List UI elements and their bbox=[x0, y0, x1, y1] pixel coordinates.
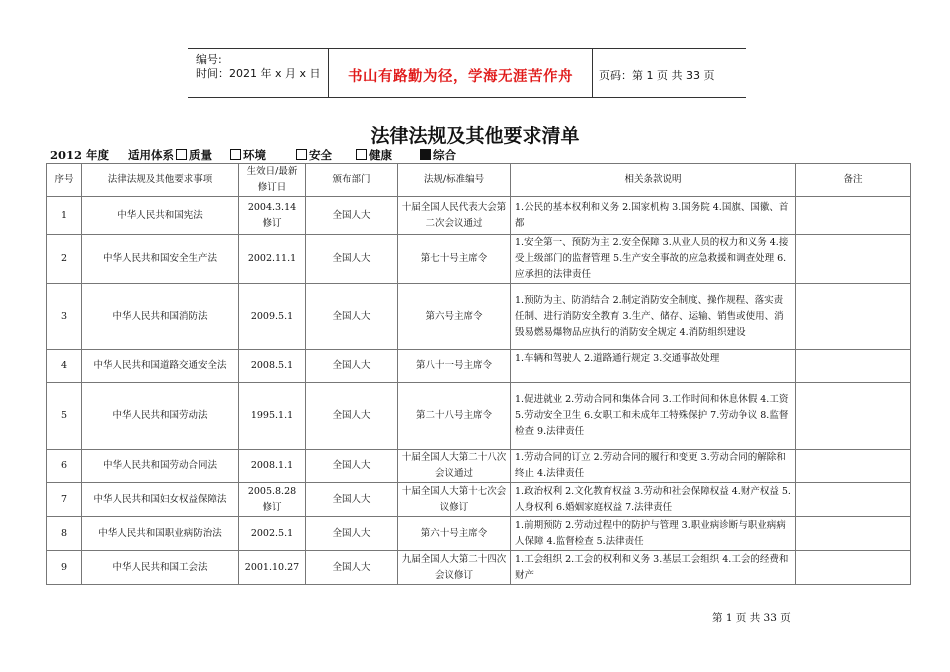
table-row bbox=[47, 450, 911, 483]
column-header: 序号 bbox=[47, 164, 82, 197]
regulation-name: 中华人民共和国工会法 bbox=[82, 551, 239, 585]
regulation-code: 第七十号主席令 bbox=[398, 235, 511, 284]
table-header-row bbox=[47, 164, 911, 197]
regulations-table bbox=[46, 163, 911, 585]
checkbox-icon bbox=[230, 149, 241, 160]
document-time-label: 时间：2021 年 x 月 x 日 bbox=[196, 67, 321, 80]
clause-description: 1.前期预防 2.劳动过程中的防护与管理 3.职业病诊断与职业病病人保障 4.监督检查 5.法律责任 bbox=[511, 517, 796, 551]
remarks bbox=[796, 350, 911, 383]
column-header: 生效日/最新修订日 bbox=[239, 164, 306, 197]
column-header: 法规/标准编号 bbox=[398, 164, 511, 197]
row-number: 7 bbox=[47, 483, 82, 517]
row-number: 6 bbox=[47, 450, 82, 483]
clause-description: 1.劳动合同的订立 2.劳动合同的履行和变更 3.劳动合同的解除和终止 4.法律责任 bbox=[511, 450, 796, 483]
column-header: 法律法规及其他要求事项 bbox=[82, 164, 239, 197]
regulation-code: 第六十号主席令 bbox=[398, 517, 511, 551]
effective-date: 2002.5.1 bbox=[239, 517, 306, 551]
checkbox-checked-icon bbox=[420, 149, 431, 160]
page-number-label: 页码：第 1 页 共 33 页 bbox=[599, 69, 715, 82]
row-number: 2 bbox=[47, 235, 82, 284]
checkbox-icon bbox=[296, 149, 307, 160]
effective-date: 2004.3.14 修订 bbox=[239, 197, 306, 235]
column-header: 相关条款说明 bbox=[511, 164, 796, 197]
table-row bbox=[47, 383, 911, 450]
issuing-department: 全国人大 bbox=[306, 483, 398, 517]
option-environment: 环境 bbox=[230, 147, 266, 163]
row-number: 8 bbox=[47, 517, 82, 551]
effective-date: 2002.11.1 bbox=[239, 235, 306, 284]
option-integrated: 综合 bbox=[420, 147, 456, 163]
header-motto-cell bbox=[329, 49, 593, 97]
remarks bbox=[796, 551, 911, 585]
year-label: 2012 年度 bbox=[50, 148, 110, 162]
issuing-department: 全国人大 bbox=[306, 235, 398, 284]
document-header bbox=[188, 48, 746, 98]
regulation-name: 中华人民共和国劳动法 bbox=[82, 383, 239, 450]
table-row bbox=[47, 235, 911, 284]
effective-date: 2008.1.1 bbox=[239, 450, 306, 483]
effective-date: 2008.5.1 bbox=[239, 350, 306, 383]
system-label: 适用体系 bbox=[128, 148, 174, 162]
row-number: 4 bbox=[47, 350, 82, 383]
effective-date: 2005.8.28 修订 bbox=[239, 483, 306, 517]
clause-description: 1.政治权利 2.文化教育权益 3.劳动和社会保障权益 4.财产权益 5.人身权利 6.婚姻家庭权益 7.法律责任 bbox=[511, 483, 796, 517]
row-number: 9 bbox=[47, 551, 82, 585]
regulation-code: 第二十八号主席令 bbox=[398, 383, 511, 450]
effective-date: 2001.10.27 bbox=[239, 551, 306, 585]
regulation-name: 中华人民共和国职业病防治法 bbox=[82, 517, 239, 551]
option-safety: 安全 bbox=[296, 147, 332, 163]
remarks bbox=[796, 450, 911, 483]
issuing-department: 全国人大 bbox=[306, 450, 398, 483]
clause-description: 1.预防为主、防消结合 2.制定消防安全制度、操作规程、落实责任制、进行消防安全教育 3.生产、储存、运输、销售或使用、消毁易燃易爆物品应执行的消防安全规定 4.消防组织建设 bbox=[511, 284, 796, 350]
regulation-name: 中华人民共和国妇女权益保障法 bbox=[82, 483, 239, 517]
regulation-code: 第六号主席令 bbox=[398, 284, 511, 350]
regulation-name: 中华人民共和国道路交通安全法 bbox=[82, 350, 239, 383]
remarks bbox=[796, 284, 911, 350]
remarks bbox=[796, 383, 911, 450]
checkbox-icon bbox=[176, 149, 187, 160]
table-row bbox=[47, 197, 911, 235]
row-number: 1 bbox=[47, 197, 82, 235]
issuing-department: 全国人大 bbox=[306, 350, 398, 383]
table-row bbox=[47, 350, 911, 383]
remarks bbox=[796, 483, 911, 517]
regulation-code: 第八十一号主席令 bbox=[398, 350, 511, 383]
issuing-department: 全国人大 bbox=[306, 284, 398, 350]
issuing-department: 全国人大 bbox=[306, 551, 398, 585]
document-title: 法律法规及其他要求清单 bbox=[370, 125, 580, 147]
motto-text: 书山有路勤为径，学海无涯苦作舟 bbox=[348, 69, 573, 85]
regulation-name: 中华人民共和国劳动合同法 bbox=[82, 450, 239, 483]
checkbox-icon bbox=[356, 149, 367, 160]
clause-description: 1.安全第一、预防为主 2.安全保障 3.从业人员的权力和义务 4.接受上级部门的监督管理 5.生产安全事故的应急救援和调查处理 6.应承担的法律责任 bbox=[511, 235, 796, 284]
meta-line bbox=[50, 147, 930, 163]
header-page-cell bbox=[593, 49, 746, 97]
regulation-code: 十届全国人大第十七次会议修订 bbox=[398, 483, 511, 517]
clause-description: 1.公民的基本权利和义务 2.国家机构 3.国务院 4.国旗、国徽、首都 bbox=[511, 197, 796, 235]
remarks bbox=[796, 517, 911, 551]
issuing-department: 全国人大 bbox=[306, 383, 398, 450]
row-number: 5 bbox=[47, 383, 82, 450]
table-row bbox=[47, 284, 911, 350]
regulation-code: 十届全国人大第二十八次会议通过 bbox=[398, 450, 511, 483]
clause-description: 1.促进就业 2.劳动合同和集体合同 3.工作时间和休息休假 4.工资 5.劳动安全卫生 6.女职工和未成年工特殊保护 7.劳动争议 8.监督检查 9.法律责任 bbox=[511, 383, 796, 450]
issuing-department: 全国人大 bbox=[306, 517, 398, 551]
regulation-code: 十届全国人民代表大会第二次会议通过 bbox=[398, 197, 511, 235]
clause-description: 1.车辆和驾驶人 2.道路通行规定 3.交通事故处理 bbox=[511, 350, 796, 383]
document-number-label: 编号: bbox=[196, 53, 222, 66]
page-footer: 第 1 页 共 33 页 bbox=[712, 612, 791, 624]
option-quality: 质量 bbox=[176, 147, 212, 163]
effective-date: 2009.5.1 bbox=[239, 284, 306, 350]
clause-description: 1.工会组织 2.工会的权利和义务 3.基层工会组织 4.工会的经费和财产 bbox=[511, 551, 796, 585]
regulation-name: 中华人民共和国安全生产法 bbox=[82, 235, 239, 284]
regulation-name: 中华人民共和国消防法 bbox=[82, 284, 239, 350]
table-row bbox=[47, 517, 911, 551]
column-header: 颁布部门 bbox=[306, 164, 398, 197]
header-info-cell bbox=[188, 49, 329, 97]
regulation-code: 九届全国人大第二十四次会议修订 bbox=[398, 551, 511, 585]
table-row bbox=[47, 551, 911, 585]
issuing-department: 全国人大 bbox=[306, 197, 398, 235]
regulation-name: 中华人民共和国宪法 bbox=[82, 197, 239, 235]
column-header: 备注 bbox=[796, 164, 911, 197]
row-number: 3 bbox=[47, 284, 82, 350]
remarks bbox=[796, 235, 911, 284]
effective-date: 1995.1.1 bbox=[239, 383, 306, 450]
table-row bbox=[47, 483, 911, 517]
option-health: 健康 bbox=[356, 147, 392, 163]
remarks bbox=[796, 197, 911, 235]
